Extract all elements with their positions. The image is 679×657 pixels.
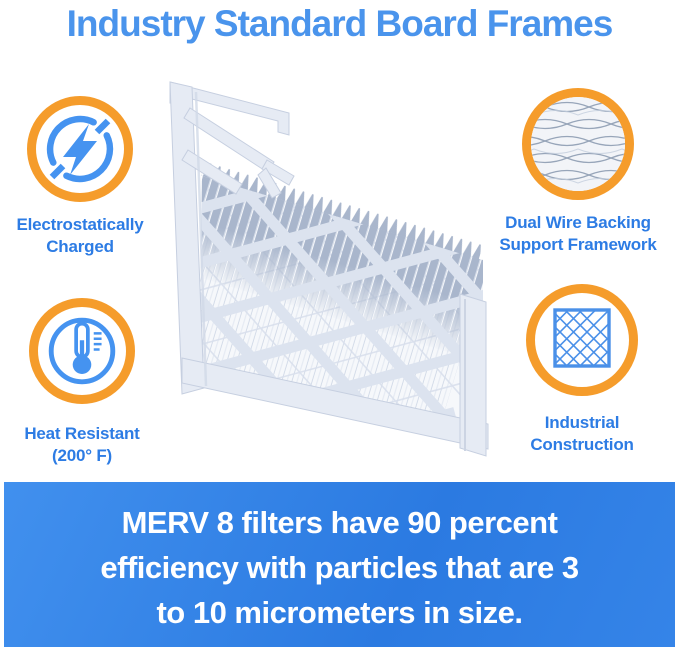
frame-left-rail: [170, 82, 204, 394]
feature-label: [24, 423, 139, 467]
page-title: Industry Standard Board Frames: [66, 3, 613, 44]
feature-label: [530, 412, 633, 456]
feature-label-line: Heat Resistant: [24, 424, 140, 443]
feature-label-line: Dual Wire Backing: [505, 213, 651, 232]
feature-heat-resistant: [7, 298, 157, 467]
lightning-icon: [27, 96, 133, 202]
banner-line-3: to 10 micrometers in size.: [156, 595, 523, 630]
feature-label-line: Construction: [530, 435, 634, 454]
feature-label-line: Charged: [46, 237, 114, 256]
feature-label: [499, 212, 656, 256]
feature-label-line: Industrial: [544, 413, 620, 432]
thermometer-icon: [29, 298, 135, 404]
banner-line-1: MERV 8 filters have 90 percent: [121, 505, 558, 540]
feature-label: [17, 214, 144, 258]
caption-banner: [4, 482, 675, 647]
frame-right-channel: [460, 294, 486, 456]
wire-mesh-icon: [522, 88, 634, 200]
feature-label-line: Electrostatically: [16, 215, 144, 234]
air-filter-figure: [142, 58, 512, 478]
lattice-grid-icon: [526, 284, 638, 396]
banner-line-2: efficiency with particles that are 3: [100, 550, 579, 585]
feature-dual-wire-backing: [498, 88, 658, 256]
feature-label-line: (200° F): [51, 446, 112, 465]
feature-label-line: Support Framework: [499, 235, 657, 254]
feature-industrial-construction: [502, 284, 662, 456]
feature-electrostatically-charged: [5, 96, 155, 258]
